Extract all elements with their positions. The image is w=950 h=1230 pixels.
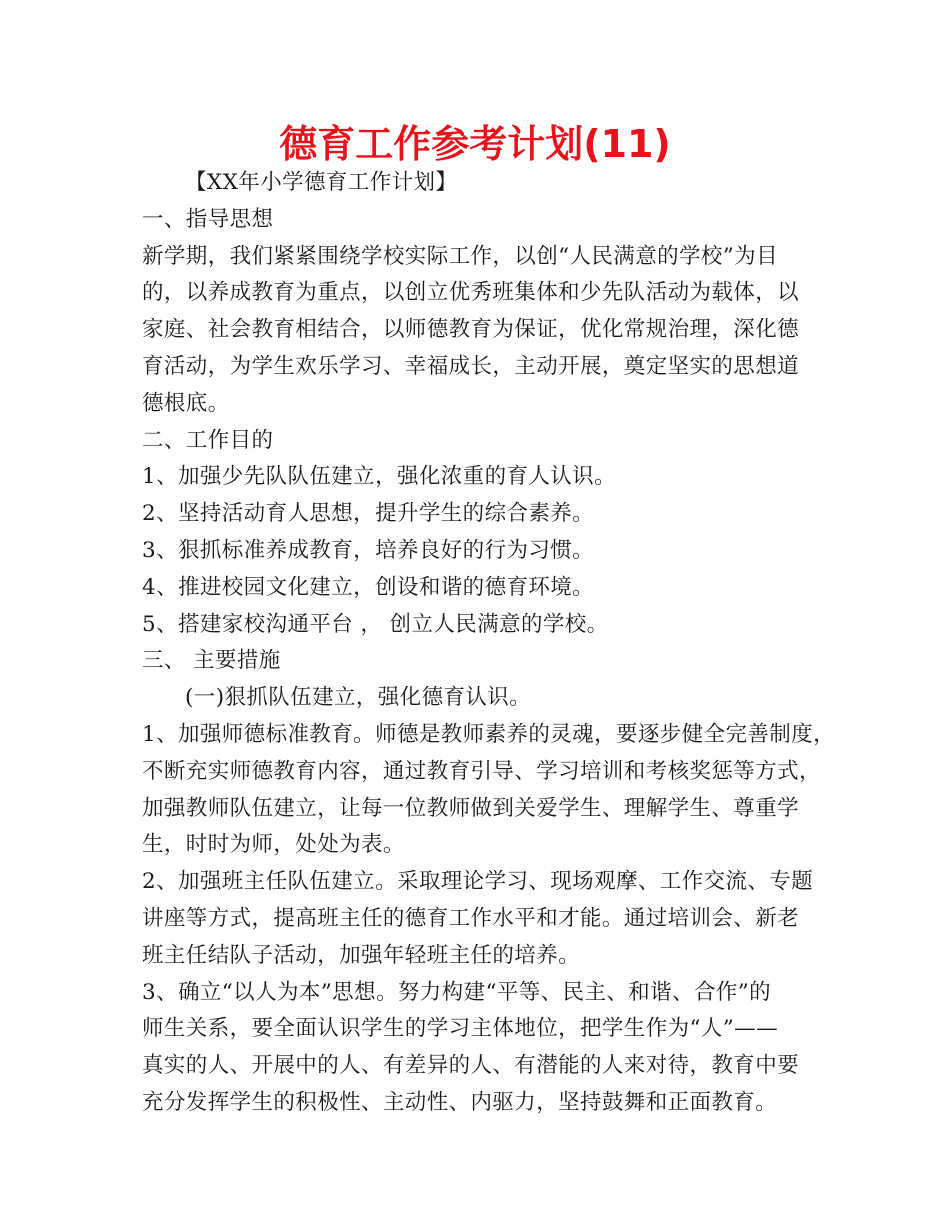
- section-heading-1: 一、指导思想: [142, 206, 274, 232]
- paragraph-line: 不断充实师德教育内容，通过教育引导、学习培训和考核奖惩等方式，: [142, 758, 821, 784]
- paragraph-line: 加强教师队伍建立，让每一位教师做到关爱学生、理解学生、尊重学: [142, 795, 800, 821]
- paragraph-line: 2、加强班主任队伍建立。采取理论学习、现场观摩、工作交流、专题: [142, 869, 814, 895]
- section-heading-2: 二、工作目的: [142, 427, 274, 453]
- document-body: [142, 160, 835, 1117]
- list-item: 2、坚持活动育人思想，提升学生的综合素养。: [142, 501, 595, 527]
- paragraph-line: 3、确立“以人为本”思想。努力构建“平等、民主、和谐、合作”的: [142, 979, 772, 1005]
- list-item: 1、加强少先队队伍建立，强化浓重的育人认识。: [142, 464, 616, 490]
- list-item: 5、搭建家校沟通平台 ， 创立人民满意的学校。: [142, 611, 609, 637]
- paragraph-line: 充分发挥学生的积极性、主动性、内驱力，坚持鼓舞和正面教育。: [142, 1089, 778, 1115]
- document-title: 德育工作参考计划(11): [279, 122, 671, 166]
- paragraph-line: 育活动，为学生欢乐学习、幸福成长，主动开展，奠定坚实的思想道: [142, 353, 800, 379]
- paragraph-line: 班主任结队子活动，加强年轻班主任的培养。: [142, 942, 581, 968]
- subsection-heading: (一)狠抓队伍建立，强化德育认识。: [185, 685, 532, 711]
- paragraph-line: 讲座等方式，提高班主任的德育工作水平和才能。通过培训会、新老: [142, 905, 800, 931]
- paragraph-line: 真实的人、开展中的人、有差异的人、有潜能的人来对待，教育中要: [142, 1053, 800, 1079]
- list-item: 4、推进校园文化建立，创设和谐的德育环境。: [142, 574, 595, 600]
- paragraph-line: 德根底。: [142, 390, 230, 416]
- paragraph-line: 家庭、社会教育相结合，以师德教育为保证，优化常规治理，深化德: [142, 317, 800, 343]
- paragraph-line: 师生关系，要全面认识学生的学习主体地位，把学生作为“人”——: [142, 1016, 778, 1042]
- paragraph-line: 生，时时为师，处处为表。: [142, 832, 405, 858]
- list-item: 3、狠抓标准养成教育，培养良好的行为习惯。: [142, 537, 595, 563]
- section-heading-3: 三、 主要措施: [142, 648, 281, 674]
- paragraph-line: 新学期，我们紧紧围绕学校实际工作，以创“人民满意的学校”为目: [142, 243, 778, 269]
- paragraph-line: 的，以养成教育为重点，以创立优秀班集体和少先队活动为载体，以: [142, 280, 800, 306]
- subtitle-line: 【XX年小学德育工作计划】: [185, 170, 458, 195]
- paragraph-line: 1、加强师德标准教育。师德是教师素养的灵魂，要逐步健全完善制度，: [142, 721, 835, 747]
